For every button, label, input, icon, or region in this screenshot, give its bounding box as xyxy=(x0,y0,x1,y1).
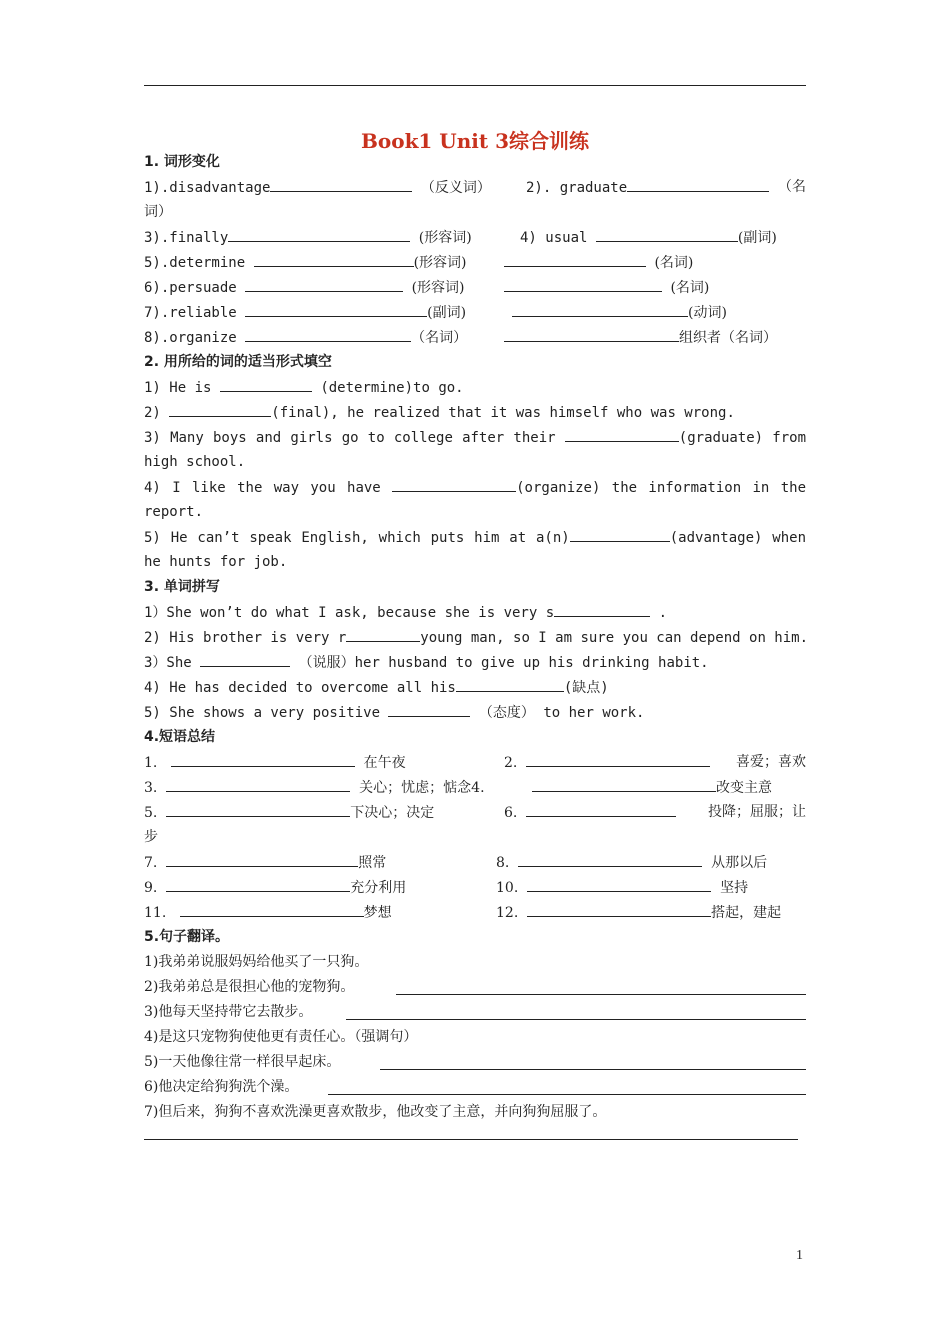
translation-2 xyxy=(144,975,806,1000)
phrase-row-6 xyxy=(144,900,806,925)
phrase-number: 9. xyxy=(144,880,158,896)
phrase-number: 1. xyxy=(144,755,158,771)
answer-blank[interactable] xyxy=(504,250,646,267)
answer-blank[interactable] xyxy=(245,300,427,317)
phrase-meaning: 下决心；决定 xyxy=(350,805,435,821)
header-rule xyxy=(144,85,806,86)
page-number: 1 xyxy=(796,1248,803,1263)
answer-blank[interactable] xyxy=(228,225,410,242)
s1-row-6 xyxy=(144,275,806,300)
question-text: （说服）her husband to give up his drinking habit. xyxy=(298,655,709,671)
item-hint: (副词) xyxy=(737,230,777,246)
question-text: （态度） to her work. xyxy=(478,705,645,721)
s2-question-4 xyxy=(144,475,806,500)
phrase-number: 3. xyxy=(144,780,158,796)
item-label: 7).reliable xyxy=(144,305,237,321)
item-label: 3).finally xyxy=(144,230,229,246)
phrase-row-3 xyxy=(144,800,806,825)
question-text: 3) Many boys and girls go to college after their xyxy=(144,430,556,446)
phrase-row-2 xyxy=(144,775,806,800)
item-hint: (形容词) xyxy=(413,255,467,271)
phrase-meaning: 投降；屈服；让 xyxy=(708,804,806,820)
item-label: 8).organize xyxy=(144,330,237,346)
question-text: 5) He can’t speak English, which puts him at a(n) xyxy=(144,530,570,546)
s1-row-1-wrap: 词） xyxy=(144,204,172,220)
question-text: 3）She xyxy=(144,655,192,671)
s2-question-2 xyxy=(144,400,806,425)
phrase-meaning: 搭起，建起 xyxy=(711,905,782,921)
answer-blank[interactable] xyxy=(166,850,358,867)
translation-7: 7)但后来，狗狗不喜欢洗澡更喜欢散步，他改变了主意，并向狗狗屈服了。 xyxy=(144,1104,607,1120)
answer-blank[interactable] xyxy=(526,750,710,767)
section-1-heading: 1. 词形变化 xyxy=(144,154,220,170)
phrase-meaning: 坚持 xyxy=(720,880,749,896)
question-text: young man, so I am sure you can depend on him. xyxy=(420,630,809,646)
phrase-meaning: 在午夜 xyxy=(363,755,406,771)
translation-3 xyxy=(144,1000,806,1025)
phrase-row-5 xyxy=(144,875,806,900)
answer-blank[interactable] xyxy=(504,275,662,292)
answer-blank[interactable] xyxy=(180,900,364,917)
phrase-number: 12. xyxy=(496,905,519,921)
phrase-number: 10. xyxy=(496,880,519,896)
s3-question-3 xyxy=(144,650,806,675)
answer-blank[interactable] xyxy=(388,700,470,717)
translation-prompt: 6)他决定给狗狗洗个澡。 xyxy=(144,1079,299,1095)
item-label: 5).determine xyxy=(144,255,246,271)
question-text: (缺点) xyxy=(563,680,609,696)
phrase-meaning: 梦想 xyxy=(363,905,392,921)
answer-blank[interactable] xyxy=(166,775,350,792)
phrase-meaning: 改变主意 xyxy=(716,780,772,796)
answer-blank[interactable] xyxy=(245,275,403,292)
question-text: (determine)to go. xyxy=(320,380,464,396)
phrase-number: 2. xyxy=(504,755,518,771)
question-text: (graduate) from xyxy=(678,430,806,446)
s2-question-5-wrap: he hunts for job. xyxy=(144,554,288,570)
phrase-row-1 xyxy=(144,750,806,775)
answer-blank[interactable] xyxy=(504,325,679,342)
answer-blank[interactable] xyxy=(512,300,688,317)
page-title: Book1 Unit 3综合训练 xyxy=(360,129,590,153)
answer-blank[interactable] xyxy=(570,525,670,542)
question-text: 2) His brother is very r xyxy=(144,630,347,646)
answer-blank[interactable] xyxy=(527,875,711,892)
answer-blank[interactable] xyxy=(627,175,769,192)
worksheet-body xyxy=(144,150,809,1125)
translation-6 xyxy=(144,1075,806,1100)
answer-line[interactable] xyxy=(328,1094,806,1095)
question-text: 2) xyxy=(144,405,161,421)
s2-question-5 xyxy=(144,525,806,550)
phrase-meaning: 充分利用 xyxy=(350,880,407,896)
answer-blank[interactable] xyxy=(245,325,411,342)
question-text: (organize) the information in the xyxy=(516,480,806,496)
question-text: (advantage) when xyxy=(669,530,806,546)
answer-blank[interactable] xyxy=(526,800,676,817)
answer-blank[interactable] xyxy=(200,650,290,667)
answer-blank[interactable] xyxy=(596,225,738,242)
question-text: 4) I like the way you have xyxy=(144,480,381,496)
item-label: 4) usual xyxy=(520,230,588,246)
phrase-number: 8. xyxy=(496,855,510,871)
translation-1: 1)我弟弟说服妈妈给他买了一只狗。 xyxy=(144,954,369,970)
answer-blank[interactable] xyxy=(166,875,350,892)
answer-blank[interactable] xyxy=(518,850,702,867)
question-text: . xyxy=(658,605,668,621)
phrase-number: 7. xyxy=(144,855,158,871)
s2-question-1 xyxy=(144,375,806,400)
answer-blank[interactable] xyxy=(527,900,711,917)
answer-blank[interactable] xyxy=(346,625,420,642)
answer-blank[interactable] xyxy=(254,250,414,267)
s1-row-5 xyxy=(144,250,806,275)
answer-blank[interactable] xyxy=(169,400,271,417)
phrase-meaning: 喜爱；喜欢 xyxy=(736,754,806,770)
answer-line-final[interactable] xyxy=(144,1139,798,1140)
answer-blank[interactable] xyxy=(220,375,312,392)
section-3-heading: 3. 单词拼写 xyxy=(144,579,220,595)
answer-blank[interactable] xyxy=(532,775,716,792)
answer-line[interactable] xyxy=(396,994,806,995)
s1-row-3 xyxy=(144,225,806,250)
answer-blank[interactable] xyxy=(565,425,679,442)
item-hint: (副词) xyxy=(427,305,467,321)
answer-blank[interactable] xyxy=(392,475,516,492)
question-text: 1）She won’t do what I ask, because she is very s xyxy=(144,605,555,621)
s1-row-1 xyxy=(144,175,806,200)
answer-blank[interactable] xyxy=(171,750,355,767)
question-text: 1) He is xyxy=(144,380,212,396)
item-hint: 组织者（名词） xyxy=(679,330,777,346)
phrase-number: 4. xyxy=(471,780,485,796)
answer-blank[interactable] xyxy=(270,175,412,192)
s3-question-2 xyxy=(144,625,809,650)
question-text: 4) He has decided to overcome all his xyxy=(144,680,456,696)
item-label: 1).disadvantage xyxy=(144,180,271,196)
item-hint: （名词） xyxy=(411,330,468,346)
item-hint: (形容词) xyxy=(411,280,465,296)
translation-prompt: 2)我弟弟总是很担心他的宠物狗。 xyxy=(144,979,355,995)
answer-blank[interactable] xyxy=(554,600,650,617)
translation-prompt: 5)一天他像往常一样很早起床。 xyxy=(144,1054,341,1070)
answer-blank[interactable] xyxy=(456,675,564,692)
phrase-meaning: 关心；忧虑；惦念 xyxy=(359,780,472,796)
translation-prompt: 3)他每天坚持带它去散步。 xyxy=(144,1004,313,1020)
answer-line[interactable] xyxy=(346,1019,806,1020)
item-hint: (动词) xyxy=(688,305,727,321)
question-text: 5) She shows a very positive xyxy=(144,705,381,721)
section-2-heading: 2. 用所给的词的适当形式填空 xyxy=(144,354,332,370)
phrase-meaning: 照常 xyxy=(358,855,387,871)
item-label: 2). graduate xyxy=(526,180,628,196)
phrase-number: 5. xyxy=(144,805,158,821)
s2-question-4-wrap: report. xyxy=(144,504,204,520)
s3-question-1 xyxy=(144,600,806,625)
answer-blank[interactable] xyxy=(166,800,350,817)
item-hint: (名词) xyxy=(654,255,694,271)
item-hint: (名词) xyxy=(670,280,710,296)
question-text: (final), he realized that it was himself who was wrong. xyxy=(271,405,735,421)
s2-question-3 xyxy=(144,425,806,450)
section-4-heading: 4.短语总结 xyxy=(144,729,216,745)
item-label: 6).persuade xyxy=(144,280,237,296)
phrase-row-3-wrap: 步 xyxy=(144,829,158,845)
s3-question-4 xyxy=(144,675,806,700)
translation-4: 4)是这只宠物狗使他更有责任心。（强调句） xyxy=(144,1029,418,1045)
answer-line[interactable] xyxy=(380,1069,806,1070)
translation-5 xyxy=(144,1050,806,1075)
s2-question-3-wrap: high school. xyxy=(144,454,246,470)
s3-question-5 xyxy=(144,700,806,725)
phrase-number: 6. xyxy=(504,805,518,821)
phrase-number: 11. xyxy=(144,905,167,921)
phrase-meaning: 从那以后 xyxy=(711,855,768,871)
item-hint: （名 xyxy=(778,179,806,195)
phrase-row-4 xyxy=(144,850,806,875)
s1-row-8 xyxy=(144,325,806,350)
item-hint: (形容词) xyxy=(418,230,472,246)
item-hint: （反义词） xyxy=(420,180,491,196)
section-5-heading: 5.句子翻译。 xyxy=(144,929,230,945)
s1-row-7 xyxy=(144,300,806,325)
